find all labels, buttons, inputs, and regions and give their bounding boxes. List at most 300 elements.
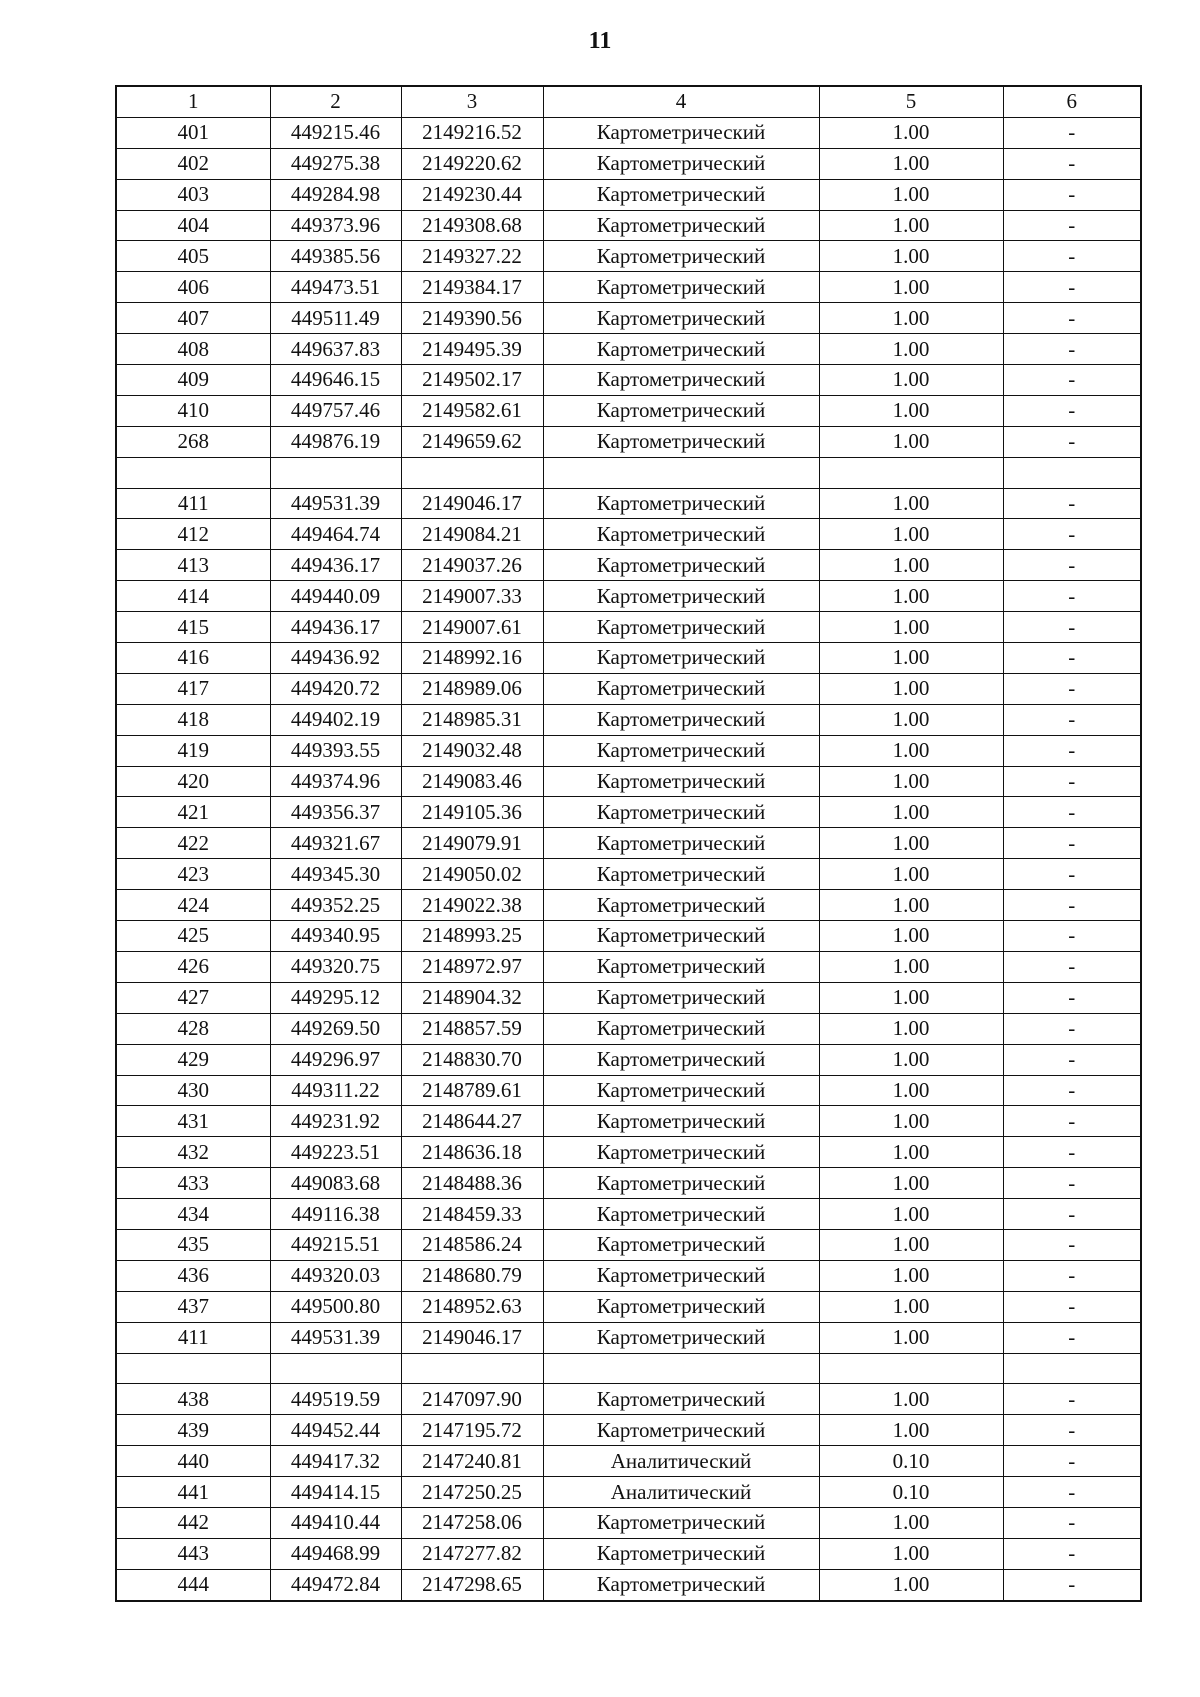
header-cell-6: 6 — [1003, 86, 1141, 117]
table-row — [116, 1229, 1141, 1260]
page-number: 11 — [588, 28, 612, 54]
point-number-cell: 415 — [116, 612, 270, 643]
accuracy-cell: 1.00 — [819, 951, 1003, 982]
point-number-cell: 424 — [116, 890, 270, 921]
accuracy-cell: 1.00 — [819, 1291, 1003, 1322]
x-coordinate-cell: 449452.44 — [270, 1415, 401, 1446]
note-cell: - — [1003, 859, 1141, 890]
x-coordinate-cell: 449393.55 — [270, 735, 401, 766]
note-cell: - — [1003, 1291, 1141, 1322]
y-coordinate-cell: 2149390.56 — [401, 303, 543, 334]
method-cell: Картометрический — [543, 828, 819, 859]
note-cell — [1003, 1353, 1141, 1384]
x-coordinate-cell — [270, 1353, 401, 1384]
table-row — [116, 704, 1141, 735]
method-cell: Картометрический — [543, 303, 819, 334]
y-coordinate-cell: 2147097.90 — [401, 1384, 543, 1415]
y-coordinate-cell: 2149659.62 — [401, 426, 543, 457]
table-row — [116, 1477, 1141, 1508]
y-coordinate-cell: 2148993.25 — [401, 921, 543, 952]
point-number-cell: 417 — [116, 673, 270, 704]
method-cell: Картометрический — [543, 395, 819, 426]
table-row — [116, 1291, 1141, 1322]
accuracy-cell: 1.00 — [819, 673, 1003, 704]
note-cell: - — [1003, 1013, 1141, 1044]
x-coordinate-cell: 449385.56 — [270, 241, 401, 272]
x-coordinate-cell: 449116.38 — [270, 1199, 401, 1230]
table-body — [116, 117, 1141, 1600]
y-coordinate-cell — [401, 1353, 543, 1384]
x-coordinate-cell — [270, 457, 401, 488]
table-row — [116, 241, 1141, 272]
accuracy-cell: 1.00 — [819, 1415, 1003, 1446]
accuracy-cell: 1.00 — [819, 1260, 1003, 1291]
method-cell: Картометрический — [543, 797, 819, 828]
note-cell: - — [1003, 334, 1141, 365]
method-cell: Картометрический — [543, 766, 819, 797]
note-cell: - — [1003, 272, 1141, 303]
note-cell: - — [1003, 210, 1141, 241]
x-coordinate-cell: 449356.37 — [270, 797, 401, 828]
point-number-cell: 430 — [116, 1075, 270, 1106]
y-coordinate-cell: 2148989.06 — [401, 673, 543, 704]
table-row — [116, 828, 1141, 859]
note-cell: - — [1003, 890, 1141, 921]
table-row — [116, 1569, 1141, 1600]
note-cell: - — [1003, 488, 1141, 519]
table-row — [116, 334, 1141, 365]
point-number-cell: 421 — [116, 797, 270, 828]
note-cell: - — [1003, 1199, 1141, 1230]
table-row — [116, 1538, 1141, 1569]
note-cell: - — [1003, 1137, 1141, 1168]
point-number-cell: 410 — [116, 395, 270, 426]
point-number-cell: 416 — [116, 643, 270, 674]
table-row — [116, 1199, 1141, 1230]
table-row — [116, 890, 1141, 921]
x-coordinate-cell: 449511.49 — [270, 303, 401, 334]
note-cell: - — [1003, 766, 1141, 797]
point-number-cell: 431 — [116, 1106, 270, 1137]
point-number-cell: 407 — [116, 303, 270, 334]
point-number-cell: 438 — [116, 1384, 270, 1415]
y-coordinate-cell: 2149495.39 — [401, 334, 543, 365]
method-cell: Картометрический — [543, 735, 819, 766]
point-number-cell: 420 — [116, 766, 270, 797]
method-cell: Картометрический — [543, 1106, 819, 1137]
accuracy-cell: 1.00 — [819, 519, 1003, 550]
method-cell: Картометрический — [543, 365, 819, 396]
accuracy-cell: 1.00 — [819, 704, 1003, 735]
header-cell-2: 2 — [270, 86, 401, 117]
table-row — [116, 1168, 1141, 1199]
method-cell: Картометрический — [543, 1415, 819, 1446]
method-cell: Картометрический — [543, 890, 819, 921]
note-cell: - — [1003, 1075, 1141, 1106]
point-number-cell: 405 — [116, 241, 270, 272]
note-cell: - — [1003, 1044, 1141, 1075]
note-cell: - — [1003, 148, 1141, 179]
accuracy-cell: 1.00 — [819, 1538, 1003, 1569]
y-coordinate-cell: 2148789.61 — [401, 1075, 543, 1106]
y-coordinate-cell: 2149220.62 — [401, 148, 543, 179]
method-cell: Картометрический — [543, 488, 819, 519]
x-coordinate-cell: 449473.51 — [270, 272, 401, 303]
x-coordinate-cell: 449321.67 — [270, 828, 401, 859]
y-coordinate-cell: 2149105.36 — [401, 797, 543, 828]
method-cell: Картометрический — [543, 1168, 819, 1199]
note-cell: - — [1003, 303, 1141, 334]
point-number-cell: 402 — [116, 148, 270, 179]
point-number-cell: 413 — [116, 550, 270, 581]
method-cell: Картометрический — [543, 982, 819, 1013]
method-cell: Картометрический — [543, 1538, 819, 1569]
note-cell: - — [1003, 828, 1141, 859]
x-coordinate-cell: 449374.96 — [270, 766, 401, 797]
y-coordinate-cell: 2147250.25 — [401, 1477, 543, 1508]
y-coordinate-cell: 2148459.33 — [401, 1199, 543, 1230]
point-number-cell: 404 — [116, 210, 270, 241]
note-cell: - — [1003, 550, 1141, 581]
point-number-cell: 422 — [116, 828, 270, 859]
point-number-cell: 442 — [116, 1507, 270, 1538]
method-cell: Картометрический — [543, 581, 819, 612]
x-coordinate-cell: 449757.46 — [270, 395, 401, 426]
x-coordinate-cell: 449373.96 — [270, 210, 401, 241]
note-cell — [1003, 457, 1141, 488]
method-cell: Картометрический — [543, 1013, 819, 1044]
point-number-cell: 403 — [116, 179, 270, 210]
point-number-cell: 419 — [116, 735, 270, 766]
x-coordinate-cell: 449340.95 — [270, 921, 401, 952]
y-coordinate-cell: 2149046.17 — [401, 488, 543, 519]
accuracy-cell: 1.00 — [819, 890, 1003, 921]
method-cell — [543, 457, 819, 488]
point-number-cell: 433 — [116, 1168, 270, 1199]
note-cell: - — [1003, 519, 1141, 550]
note-cell: - — [1003, 241, 1141, 272]
y-coordinate-cell: 2148586.24 — [401, 1229, 543, 1260]
method-cell: Картометрический — [543, 179, 819, 210]
table-row — [116, 951, 1141, 982]
header-cell-4: 4 — [543, 86, 819, 117]
note-cell: - — [1003, 797, 1141, 828]
accuracy-cell: 1.00 — [819, 1106, 1003, 1137]
accuracy-cell: 1.00 — [819, 1013, 1003, 1044]
y-coordinate-cell: 2149384.17 — [401, 272, 543, 303]
accuracy-cell: 1.00 — [819, 612, 1003, 643]
accuracy-cell: 1.00 — [819, 643, 1003, 674]
note-cell: - — [1003, 179, 1141, 210]
accuracy-cell: 1.00 — [819, 148, 1003, 179]
table-row — [116, 612, 1141, 643]
table-row — [116, 921, 1141, 952]
method-cell: Картометрический — [543, 1260, 819, 1291]
method-cell: Картометрический — [543, 426, 819, 457]
note-cell: - — [1003, 735, 1141, 766]
accuracy-cell: 1.00 — [819, 488, 1003, 519]
x-coordinate-cell: 449436.17 — [270, 612, 401, 643]
method-cell: Картометрический — [543, 1137, 819, 1168]
point-number-cell: 409 — [116, 365, 270, 396]
note-cell: - — [1003, 951, 1141, 982]
y-coordinate-cell: 2147195.72 — [401, 1415, 543, 1446]
table-row — [116, 1106, 1141, 1137]
point-number-cell — [116, 1353, 270, 1384]
note-cell: - — [1003, 982, 1141, 1013]
accuracy-cell: 1.00 — [819, 1229, 1003, 1260]
accuracy-cell: 1.00 — [819, 1569, 1003, 1600]
x-coordinate-cell: 449215.46 — [270, 117, 401, 148]
point-number-cell: 425 — [116, 921, 270, 952]
table-row — [116, 1353, 1141, 1384]
point-number-cell: 423 — [116, 859, 270, 890]
table-row — [116, 1013, 1141, 1044]
accuracy-cell: 1.00 — [819, 395, 1003, 426]
point-number-cell: 441 — [116, 1477, 270, 1508]
x-coordinate-cell: 449296.97 — [270, 1044, 401, 1075]
x-coordinate-cell: 449402.19 — [270, 704, 401, 735]
table-row — [116, 117, 1141, 148]
accuracy-cell: 1.00 — [819, 272, 1003, 303]
accuracy-cell: 1.00 — [819, 210, 1003, 241]
table-header-row — [116, 86, 1141, 117]
table-row — [116, 1415, 1141, 1446]
method-cell — [543, 1353, 819, 1384]
y-coordinate-cell: 2149230.44 — [401, 179, 543, 210]
y-coordinate-cell: 2148636.18 — [401, 1137, 543, 1168]
x-coordinate-cell: 449215.51 — [270, 1229, 401, 1260]
accuracy-cell: 1.00 — [819, 1507, 1003, 1538]
note-cell: - — [1003, 612, 1141, 643]
x-coordinate-cell: 449311.22 — [270, 1075, 401, 1106]
table-row — [116, 365, 1141, 396]
x-coordinate-cell: 449646.15 — [270, 365, 401, 396]
accuracy-cell: 1.00 — [819, 179, 1003, 210]
table-row — [116, 550, 1141, 581]
method-cell: Картометрический — [543, 1322, 819, 1353]
table-row — [116, 1322, 1141, 1353]
method-cell: Картометрический — [543, 1044, 819, 1075]
table-row — [116, 303, 1141, 334]
method-cell: Картометрический — [543, 1507, 819, 1538]
x-coordinate-cell: 449295.12 — [270, 982, 401, 1013]
table-row — [116, 272, 1141, 303]
y-coordinate-cell: 2148488.36 — [401, 1168, 543, 1199]
point-number-cell: 429 — [116, 1044, 270, 1075]
x-coordinate-cell: 449231.92 — [270, 1106, 401, 1137]
point-number-cell: 428 — [116, 1013, 270, 1044]
table-row — [116, 735, 1141, 766]
point-number-cell — [116, 457, 270, 488]
method-cell: Картометрический — [543, 1291, 819, 1322]
point-number-cell: 401 — [116, 117, 270, 148]
note-cell: - — [1003, 117, 1141, 148]
table-row — [116, 210, 1141, 241]
point-number-cell: 418 — [116, 704, 270, 735]
table-row — [116, 488, 1141, 519]
x-coordinate-cell: 449284.98 — [270, 179, 401, 210]
y-coordinate-cell: 2149502.17 — [401, 365, 543, 396]
note-cell: - — [1003, 643, 1141, 674]
y-coordinate-cell — [401, 457, 543, 488]
x-coordinate-cell: 449472.84 — [270, 1569, 401, 1600]
point-number-cell: 412 — [116, 519, 270, 550]
point-number-cell: 435 — [116, 1229, 270, 1260]
y-coordinate-cell: 2148972.97 — [401, 951, 543, 982]
table-row — [116, 179, 1141, 210]
table-row — [116, 673, 1141, 704]
method-cell: Картометрический — [543, 859, 819, 890]
x-coordinate-cell: 449417.32 — [270, 1446, 401, 1477]
y-coordinate-cell: 2147240.81 — [401, 1446, 543, 1477]
y-coordinate-cell: 2148857.59 — [401, 1013, 543, 1044]
y-coordinate-cell: 2149084.21 — [401, 519, 543, 550]
method-cell: Картометрический — [543, 148, 819, 179]
accuracy-cell: 1.00 — [819, 921, 1003, 952]
note-cell: - — [1003, 1168, 1141, 1199]
y-coordinate-cell: 2148904.32 — [401, 982, 543, 1013]
y-coordinate-cell: 2149327.22 — [401, 241, 543, 272]
x-coordinate-cell: 449440.09 — [270, 581, 401, 612]
note-cell: - — [1003, 704, 1141, 735]
x-coordinate-cell: 449320.03 — [270, 1260, 401, 1291]
method-cell: Картометрический — [543, 241, 819, 272]
accuracy-cell: 1.00 — [819, 735, 1003, 766]
accuracy-cell: 1.00 — [819, 1199, 1003, 1230]
accuracy-cell: 1.00 — [819, 117, 1003, 148]
point-number-cell: 440 — [116, 1446, 270, 1477]
point-number-cell: 444 — [116, 1569, 270, 1600]
accuracy-cell: 1.00 — [819, 334, 1003, 365]
accuracy-cell — [819, 1353, 1003, 1384]
method-cell: Картометрический — [543, 550, 819, 581]
x-coordinate-cell: 449414.15 — [270, 1477, 401, 1508]
accuracy-cell: 1.00 — [819, 303, 1003, 334]
y-coordinate-cell: 2148992.16 — [401, 643, 543, 674]
y-coordinate-cell: 2147258.06 — [401, 1507, 543, 1538]
x-coordinate-cell: 449436.92 — [270, 643, 401, 674]
point-number-cell: 439 — [116, 1415, 270, 1446]
x-coordinate-cell: 449269.50 — [270, 1013, 401, 1044]
accuracy-cell: 1.00 — [819, 859, 1003, 890]
x-coordinate-cell: 449637.83 — [270, 334, 401, 365]
method-cell: Картометрический — [543, 612, 819, 643]
accuracy-cell: 1.00 — [819, 828, 1003, 859]
accuracy-cell: 1.00 — [819, 1044, 1003, 1075]
note-cell: - — [1003, 1384, 1141, 1415]
table-row — [116, 982, 1141, 1013]
accuracy-cell: 1.00 — [819, 1322, 1003, 1353]
accuracy-cell: 0.10 — [819, 1446, 1003, 1477]
y-coordinate-cell: 2149032.48 — [401, 735, 543, 766]
x-coordinate-cell: 449519.59 — [270, 1384, 401, 1415]
table-row — [116, 1044, 1141, 1075]
accuracy-cell — [819, 457, 1003, 488]
method-cell: Картометрический — [543, 1229, 819, 1260]
note-cell: - — [1003, 1507, 1141, 1538]
y-coordinate-cell: 2148830.70 — [401, 1044, 543, 1075]
table-row — [116, 1075, 1141, 1106]
header-cell-5: 5 — [819, 86, 1003, 117]
method-cell: Картометрический — [543, 1075, 819, 1106]
y-coordinate-cell: 2148680.79 — [401, 1260, 543, 1291]
note-cell: - — [1003, 1260, 1141, 1291]
note-cell: - — [1003, 581, 1141, 612]
point-number-cell: 427 — [116, 982, 270, 1013]
header-cell-3: 3 — [401, 86, 543, 117]
table-row — [116, 643, 1141, 674]
y-coordinate-cell: 2149007.33 — [401, 581, 543, 612]
method-cell: Аналитический — [543, 1477, 819, 1508]
note-cell: - — [1003, 1106, 1141, 1137]
x-coordinate-cell: 449531.39 — [270, 1322, 401, 1353]
method-cell: Картометрический — [543, 1569, 819, 1600]
table-row — [116, 1137, 1141, 1168]
point-number-cell: 426 — [116, 951, 270, 982]
x-coordinate-cell: 449320.75 — [270, 951, 401, 982]
x-coordinate-cell: 449531.39 — [270, 488, 401, 519]
method-cell: Картометрический — [543, 1384, 819, 1415]
point-number-cell: 414 — [116, 581, 270, 612]
table-row — [116, 395, 1141, 426]
point-number-cell: 434 — [116, 1199, 270, 1230]
x-coordinate-cell: 449275.38 — [270, 148, 401, 179]
table-row — [116, 581, 1141, 612]
note-cell: - — [1003, 1322, 1141, 1353]
accuracy-cell: 1.00 — [819, 365, 1003, 396]
y-coordinate-cell: 2149216.52 — [401, 117, 543, 148]
x-coordinate-cell: 449352.25 — [270, 890, 401, 921]
table-row — [116, 1507, 1141, 1538]
accuracy-cell: 1.00 — [819, 426, 1003, 457]
y-coordinate-cell: 2147277.82 — [401, 1538, 543, 1569]
note-cell: - — [1003, 921, 1141, 952]
method-cell: Картометрический — [543, 704, 819, 735]
x-coordinate-cell: 449410.44 — [270, 1507, 401, 1538]
note-cell: - — [1003, 426, 1141, 457]
y-coordinate-cell: 2148985.31 — [401, 704, 543, 735]
note-cell: - — [1003, 365, 1141, 396]
method-cell: Картометрический — [543, 951, 819, 982]
table-row — [116, 426, 1141, 457]
table-row — [116, 766, 1141, 797]
point-number-cell: 437 — [116, 1291, 270, 1322]
point-number-cell: 436 — [116, 1260, 270, 1291]
note-cell: - — [1003, 1446, 1141, 1477]
method-cell: Картометрический — [543, 519, 819, 550]
y-coordinate-cell: 2149007.61 — [401, 612, 543, 643]
point-number-cell: 411 — [116, 1322, 270, 1353]
method-cell: Картометрический — [543, 210, 819, 241]
method-cell: Картометрический — [543, 334, 819, 365]
point-number-cell: 411 — [116, 488, 270, 519]
x-coordinate-cell: 449876.19 — [270, 426, 401, 457]
accuracy-cell: 1.00 — [819, 550, 1003, 581]
y-coordinate-cell: 2149050.02 — [401, 859, 543, 890]
note-cell: - — [1003, 1415, 1141, 1446]
note-cell: - — [1003, 1477, 1141, 1508]
x-coordinate-cell: 449223.51 — [270, 1137, 401, 1168]
point-number-cell: 406 — [116, 272, 270, 303]
y-coordinate-cell: 2149083.46 — [401, 766, 543, 797]
table-row — [116, 1260, 1141, 1291]
method-cell: Картометрический — [543, 921, 819, 952]
y-coordinate-cell: 2149308.68 — [401, 210, 543, 241]
note-cell: - — [1003, 1569, 1141, 1600]
x-coordinate-cell: 449420.72 — [270, 673, 401, 704]
method-cell: Картометрический — [543, 643, 819, 674]
